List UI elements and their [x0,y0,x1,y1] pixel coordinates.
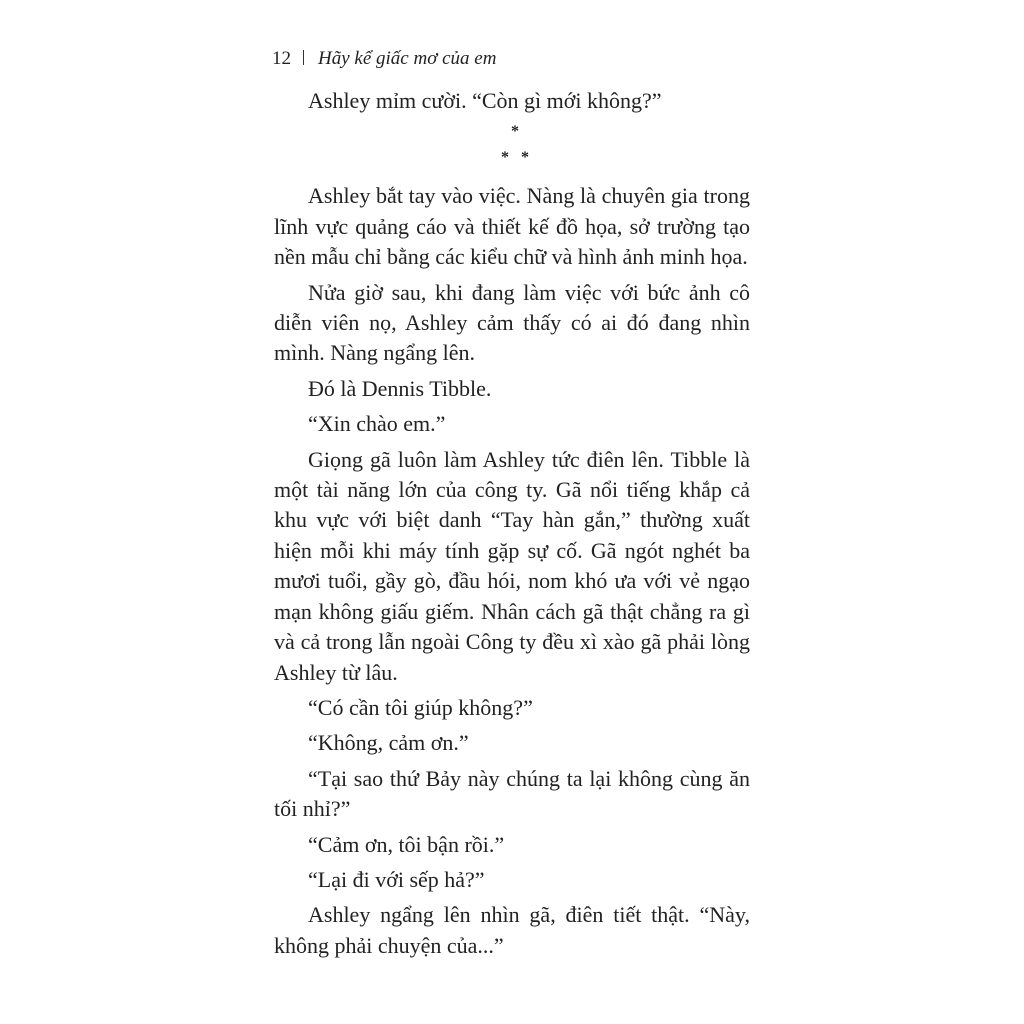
paragraph-3: Nửa giờ sau, khi đang làm việc với bức ảnh cô diễn viên nọ, Ashley cảm thấy có ai đó đang nhìn mình. Nàng ngẩng lên. [274,279,750,366]
asterism-bottom: * * [501,149,529,167]
body-text [274,86,750,966]
paragraph-7: “Có cần tôi giúp không?” [308,694,533,720]
paragraph-2: Ashley bắt tay vào việc. Nàng là chuyên gia trong lĩnh vực quảng cáo và thiết kế đồ họa, sở trường tạo nền mẫu chỉ bằng các kiểu chữ và hình ảnh minh họa. [274,183,750,270]
paragraph-4: Đó là Dennis Tibble. [308,375,492,401]
section-break-asterism [274,119,750,171]
header-divider [303,50,304,65]
paragraph-9: “Tại sao thứ Bảy này chúng ta lại không cùng ăn tối nhỉ?” [274,765,750,822]
page-header [272,46,496,72]
page-number: 12 [272,48,291,69]
paragraph-12: Ashley ngẩng lên nhìn gã, điên tiết thật. “Này, không phải chuyện của...” [274,902,750,958]
running-title: Hãy kể giấc mơ của em [318,48,497,69]
paragraph-5: “Xin chào em.” [308,411,446,437]
asterism-top: * [511,123,519,141]
paragraph-8: “Không, cảm ơn.” [308,730,469,756]
paragraph-6: Giọng gã luôn làm Ashley tức điên lên. Tibble là một tài năng lớn của công ty. Gã nổi tiếng khắp cả khu vực với biệt danh “Tay hàn gắn,” thường xuất hiện mỗi khi máy tính gặp sự cố. Gã ngót nghét ba mươi tuổi, gầy gò, đầu hói, nom khó ưa với vẻ ngạo mạn không giấu giếm. Nhân cách gã thật chẳng ra gì và cả trong lẫn ngoài Công ty đều xì xào gã phải lòng Ashley từ lâu. [274,446,750,685]
paragraph-11: “Lại đi với sếp hả?” [308,866,485,892]
paragraph-1: Ashley mỉm cười. “Còn gì mới không?” [308,88,662,113]
paragraph-10: “Cảm ơn, tôi bận rồi.” [308,831,505,857]
